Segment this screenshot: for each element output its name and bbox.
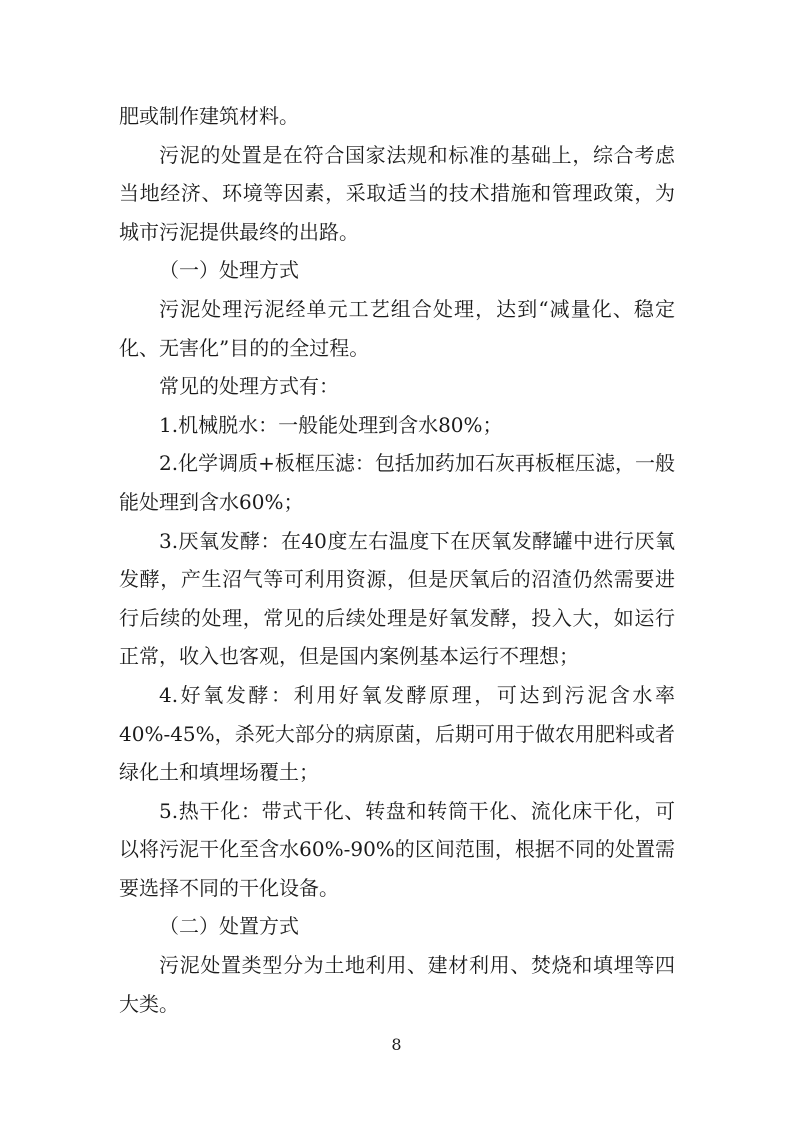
section-heading-disposal: （二）处置方式	[159, 914, 299, 939]
list-item-chemical-conditioning: 2.化学调质+板框压滤：包括加药加石灰再板框压滤，一般能处理到含水60%；	[119, 451, 675, 514]
list-item-aerobic-fermentation: 4.好氧发酵：利用好氧发酵原理，可达到污泥含水率40%-45%，杀死大部分的病原菌，后期可用于做农用肥料或者绿化土和填埋场覆土；	[119, 682, 675, 785]
page-number: 8	[391, 1035, 402, 1054]
list-item-mechanical-dewatering: 1.机械脱水：一般能处理到含水80%；	[159, 412, 503, 437]
paragraph-continuation: 肥或制作建筑材料。	[119, 104, 299, 128]
paragraph-disposal-definition: 污泥的处置是在符合国家法规和标准的基础上，综合考虑当地经济、环境等因素，采取适当的技术措施和管理政策，为城市污泥提供最终的出路。	[119, 142, 675, 244]
list-item-thermal-drying: 5.热干化：带式干化、转盘和转筒干化、流化床干化，可以将污泥干化至含水60%-90%的区间范围，根据不同的处置需要选择不同的干化设备。	[119, 798, 675, 900]
paragraph-disposal-types: 污泥处置类型分为土地利用、建材利用、焚烧和填埋等四大类。	[119, 953, 675, 1016]
list-item-anaerobic-fermentation: 3.厌氧发酵：在40度左右温度下在厌氧发酵罐中进行厌氧发酵，产生沼气等可利用资源，但是厌氧后的沼渣仍然需要进行后续的处理，常见的后续处理是好氧发酵，投入大，如运行正常，收入也客观，但是国内案例基本运行不理想；	[119, 528, 675, 669]
section-heading-treatment: （一）处理方式	[159, 258, 299, 283]
document-body	[119, 97, 675, 1023]
paragraph-common-methods-intro: 常见的处理方式有：	[159, 374, 339, 399]
paragraph-treatment-definition: 污泥处理污泥经单元工艺组合处理，达到“减量化、稳定化、无害化”目的的全过程。	[119, 296, 675, 360]
